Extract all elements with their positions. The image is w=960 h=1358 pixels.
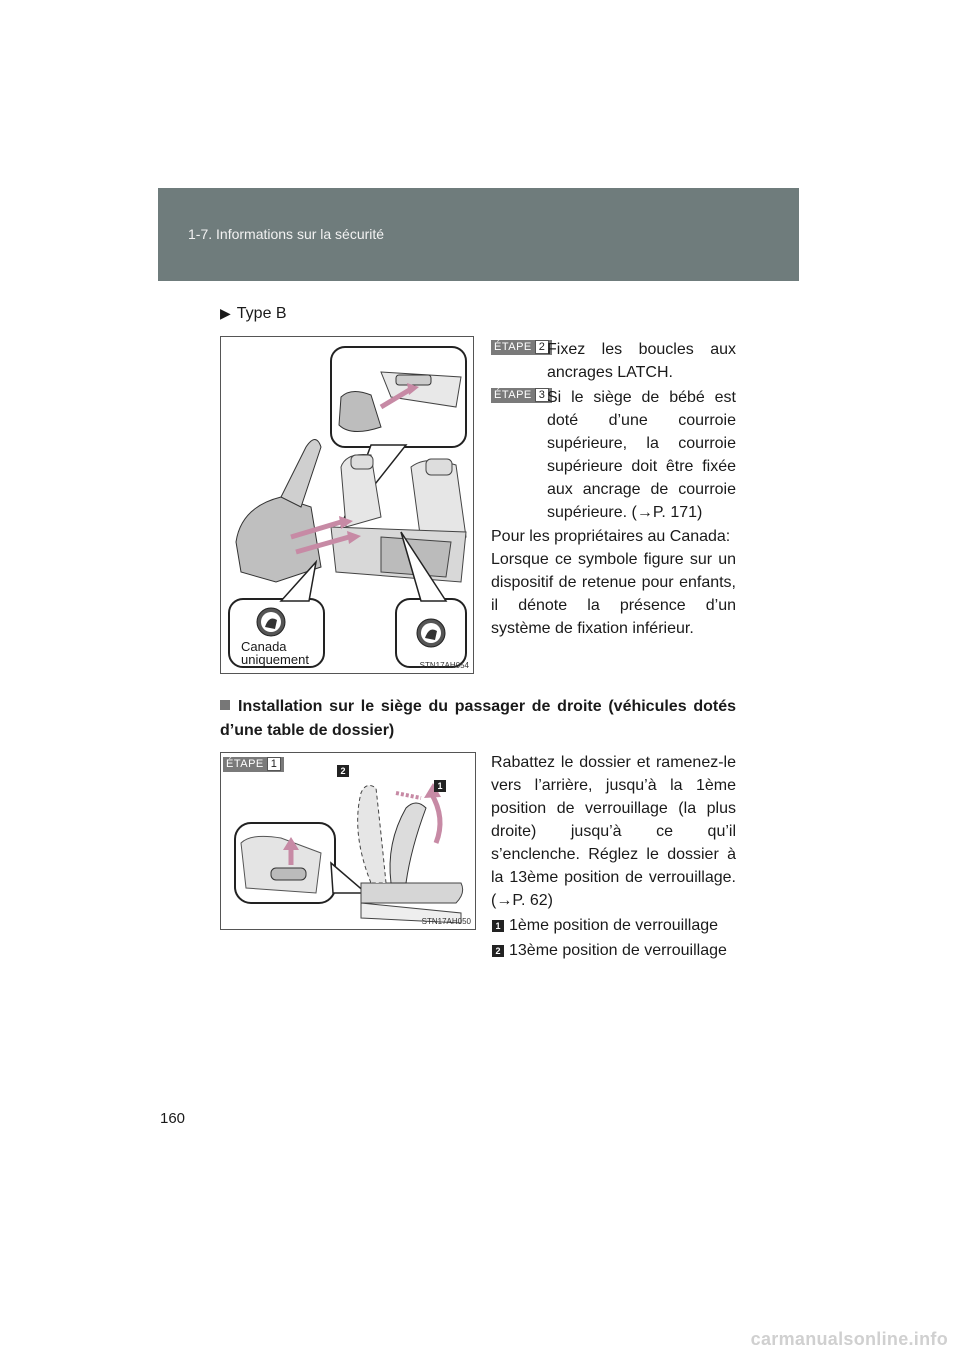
step-3-text: Si le siège de bébé est doté d’une courroie supérieure, la courroie supérieure doit être fixée aux ancrage de courroie supérieure. (→P. 171): [547, 389, 736, 521]
figure-code: STN17AH050: [421, 917, 471, 926]
legend-marker-2: 2: [492, 945, 504, 957]
figure-child-seat-latch: [220, 336, 474, 674]
legend-text-2: 13ème position de verrouillage: [509, 942, 727, 959]
step-badge-2: [491, 340, 552, 355]
child-seat-illustration: [221, 337, 473, 673]
triangle-bullet-icon: ▶: [220, 305, 231, 321]
section-heading-text: Installation sur le siège du passager de droite (véhicules dotés d’une table de dossier): [220, 698, 736, 739]
watermark: carmanualsonline.info: [750, 1329, 948, 1349]
type-label-text: Type B: [236, 305, 287, 322]
step-badge-label: ÉTAPE: [494, 341, 532, 353]
figure-code: STN17AH054: [419, 661, 469, 670]
figure-mark-1: 1: [434, 780, 446, 792]
legend-text-1: 1ème position de verrouillage: [509, 917, 719, 934]
step-2-text: Fixez les boucles aux ancrages LATCH.: [547, 341, 736, 381]
figure-seat-recline: [220, 752, 476, 930]
canada-note: Pour les propriétaires au Canada: Lorsque ce symbole figure sur un dispositif de retenue pour enfants, il dénote la présence d’un système de fixation inférieur.: [491, 528, 736, 637]
step-badge-label: ÉTAPE: [494, 389, 532, 401]
figure-step-badge-1: [223, 757, 284, 772]
chapter-header-bar: [158, 188, 799, 281]
section-heading: [220, 695, 736, 743]
square-bullet-icon: [220, 700, 230, 710]
type-label: [220, 305, 287, 323]
step-number: 3: [535, 388, 550, 402]
step-number: 1: [267, 757, 282, 771]
page-number: 160: [160, 1110, 186, 1127]
legend-marker-1: 1: [492, 920, 504, 932]
step-number: 2: [535, 340, 550, 354]
canada-label-line2: uniquement: [241, 652, 309, 667]
step-badge-3: [491, 388, 552, 403]
step-badge-label: ÉTAPE: [226, 758, 264, 770]
figure-mark-2: 2: [337, 765, 349, 777]
canada-only-label: [241, 640, 309, 666]
section-title: 1-7. Informations sur la sécurité: [188, 226, 385, 242]
step-1-text: Rabattez le dossier et ramenez-le vers l’arrière, jusqu’à la 1ème position de verrouillage (la plus droite) jusqu’à ce qu’il s’enclenche. Réglez le dossier à la 13ème position de verrouillage. (→P. 62): [491, 754, 736, 909]
canada-label-line1: Canada: [241, 639, 287, 654]
